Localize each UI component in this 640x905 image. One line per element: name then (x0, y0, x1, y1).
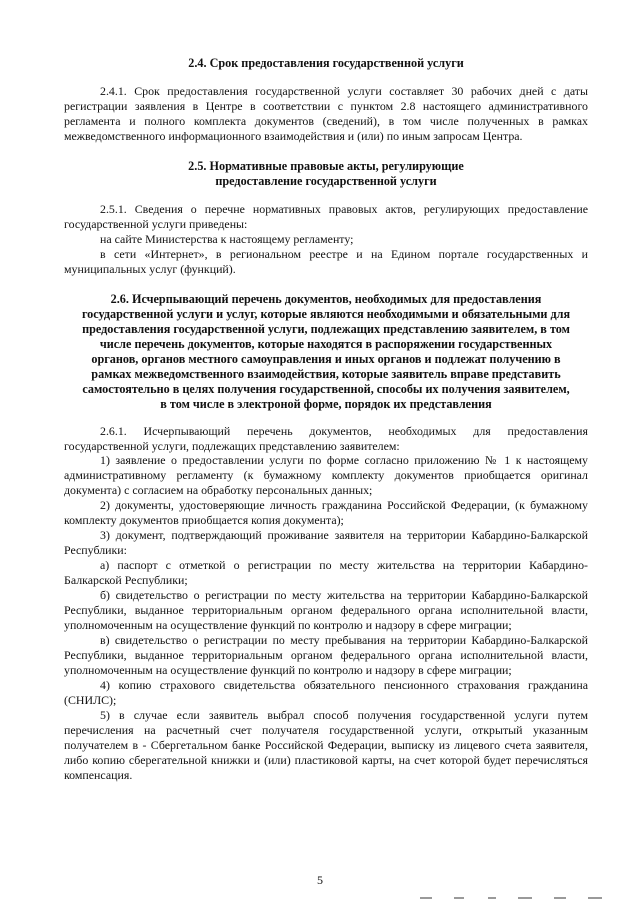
section-2-5 (64, 159, 588, 277)
list-item: 3) документ, подтверждающий проживание заявителя на территории Кабардино-Балкарской Республики: (64, 528, 588, 558)
list-item: 2) документы, удостоверяющие личность гражданина Российской Федерации, (к бумажному комплекту документов приобщается копия документа); (64, 498, 588, 528)
scan-artifact-marks (420, 897, 620, 901)
paragraph: 2.5.1. Сведения о перечне нормативных правовых актов, регулирующих предоставление государственной услуги приведены: (64, 201, 588, 231)
section-2-6 (64, 292, 588, 783)
list-item: в) свидетельство о регистрации по месту пребывания на территории Кабардино-Балкарской Республики, выданное территориальным органом федерального органа исполнительной власти, уполномоченным на осуществление функций по контролю и надзору в сфере миграции; (64, 632, 588, 677)
list-item: 5) в случае если заявитель выбрал способ получения государственной услуги путем перечисления на расчетный счет получателя государственной услуги, открытый указанным получателем в - Сбергетальном банке Российской Федерации, выписку из лицевого счета заявителя, либо копию сберегательной книжки и (или) пластиковой карты, на счет которой будет перечисляться компенсация. (64, 707, 588, 782)
list-item: а) паспорт с отметкой о регистрации по месту жительства на территории Кабардино-Балкарской Республики; (64, 558, 588, 588)
section-2-4 (64, 0, 588, 144)
list-item: 4) копию страхового свидетельства обязательного пенсионного страхования гражданина (СНИЛС); (64, 677, 588, 707)
section-heading: 2.6. Исчерпывающий перечень документов, необходимых для предоставления государственной услуги и услуг, которые являются необходимыми и обязательными для предоставления государственной услуги, подлежащих представлению заявителем, в том числе перечень документов, которые находятся в распоряжении государственных органов, органов местного самоуправления и иных органов и подлежат получению в рамках межведомственного взаимодействия, которые заявитель вправе представить самостоятельно в целях получения государственной, способы их получения заявителем, в том числе в электроной форме, порядок их представления (81, 291, 571, 411)
paragraph: 2.6.1. Исчерпывающий перечень документов, необходимых для предоставления государственной услуги, подлежащих представлению заявителем: (64, 423, 588, 453)
page-number: 5 (317, 873, 323, 887)
list-item: 1) заявление о предоставлении услуги по форме согласно приложению № 1 к настоящему административному регламенту (к бумажному комплекту документов приобщается оригинал документа) с согласием на обработку персональных данных; (64, 453, 588, 498)
list-item: б) свидетельство о регистрации по месту жительства на территории Кабардино-Балкарской Республики, выданное территориальным органом федерального органа исполнительной власти, уполномоченным на осуществление функций по контролю и надзору в сфере миграции; (64, 588, 588, 632)
section-heading: 2.5. Нормативные правовые акты, регулирующие предоставление государственной услуги (188, 158, 464, 188)
paragraph: на сайте Министерства к настоящему регламенту; (100, 231, 354, 246)
paragraph: в сети «Интернет», в региональном реестре и на Едином портале государственных и муниципальных услуг (функций). (64, 246, 588, 276)
section-heading: 2.4. Срок предоставления государственной услуги (188, 56, 464, 70)
paragraph: 2.4.1. Срок предоставления государственной услуги составляет 30 рабочих дней с даты регистрации заявления в Центре в соответствии с пунктом 2.8 настоящего административного регламента и полного комплекта документов (сведений), в том числе полученных в рамках межведомственного информационного взаимодействия и (или) по иным запросам Центра. (64, 84, 588, 143)
